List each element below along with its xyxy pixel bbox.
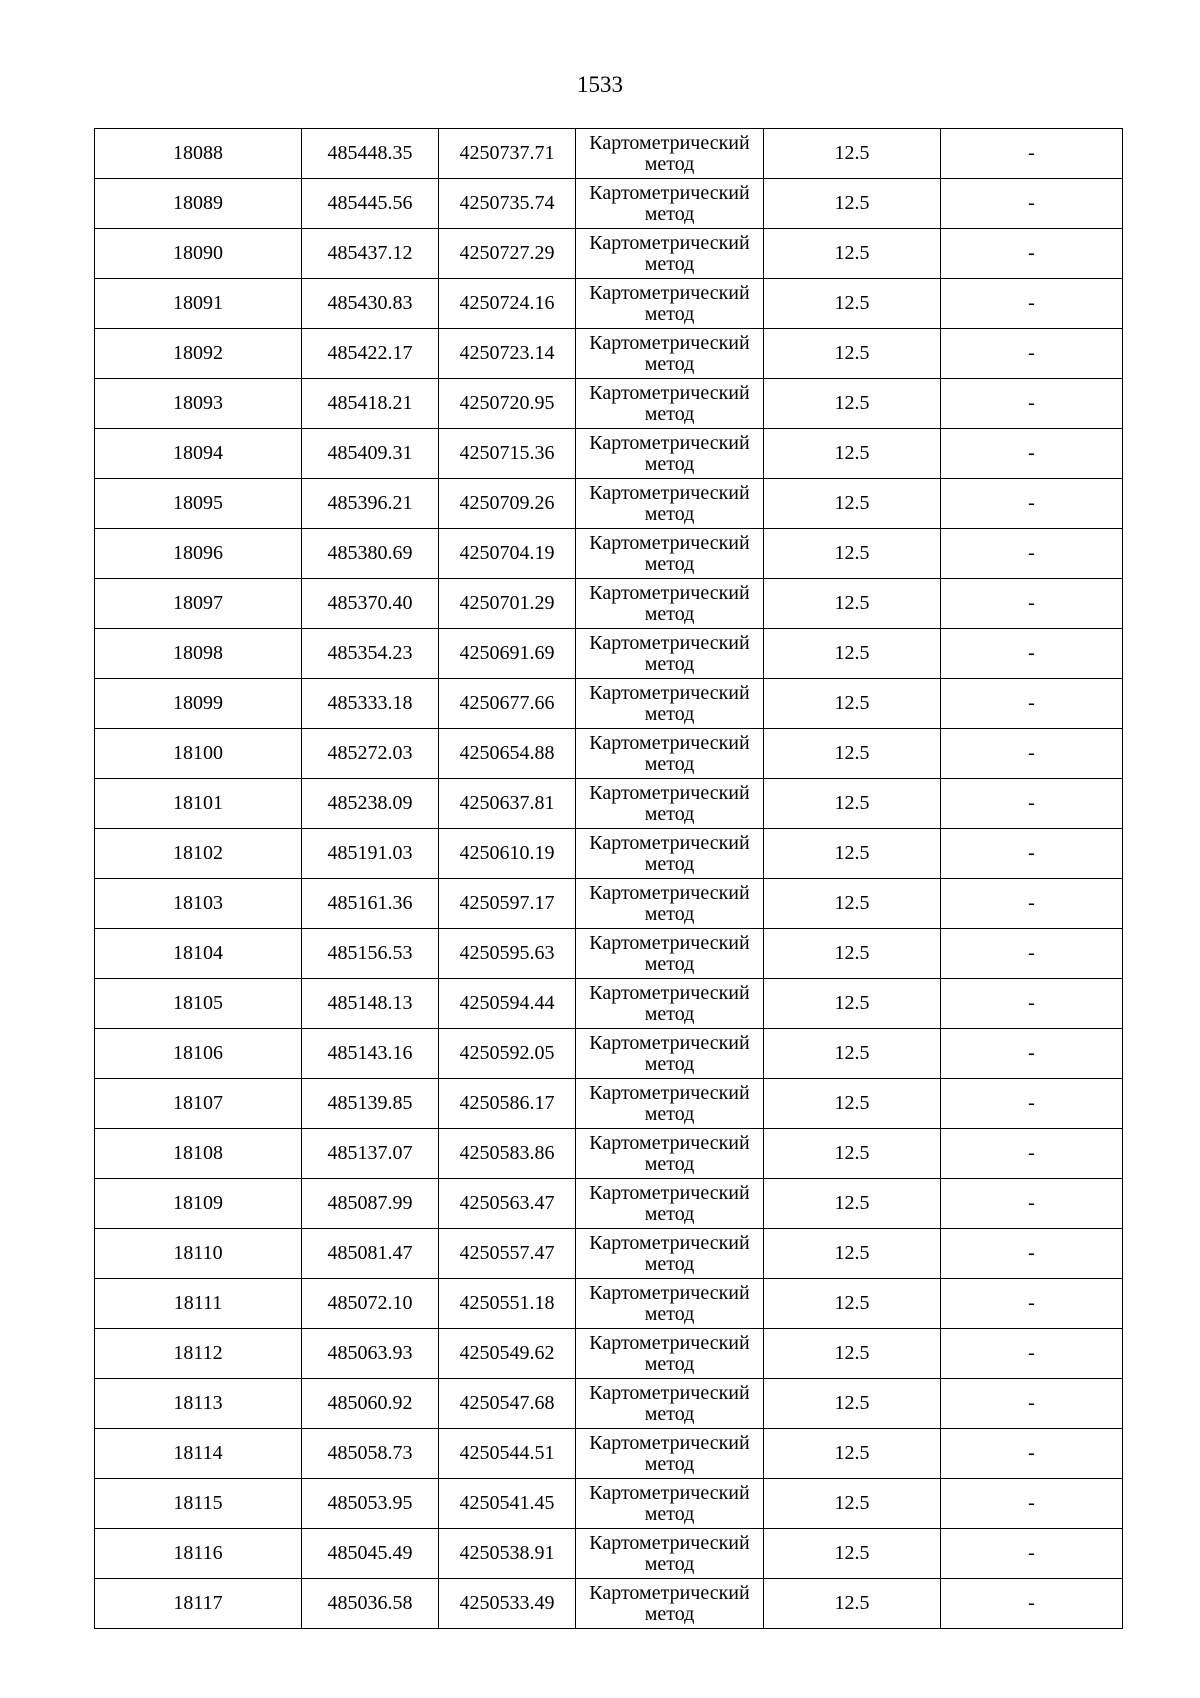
y-coordinate-cell: 4250701.29 bbox=[439, 579, 576, 629]
table-row bbox=[95, 1429, 1123, 1479]
table-row bbox=[95, 579, 1123, 629]
accuracy-cell: 12.5 bbox=[764, 429, 941, 479]
x-coordinate-cell: 485081.47 bbox=[302, 1229, 439, 1279]
method-cell bbox=[576, 1429, 764, 1479]
point-id-cell: 18117 bbox=[95, 1579, 302, 1629]
accuracy-cell: 12.5 bbox=[764, 579, 941, 629]
accuracy-cell: 12.5 bbox=[764, 629, 941, 679]
accuracy-cell: 12.5 bbox=[764, 929, 941, 979]
point-id-cell: 18099 bbox=[95, 679, 302, 729]
y-coordinate-cell: 4250586.17 bbox=[439, 1079, 576, 1129]
y-coordinate-cell: 4250610.19 bbox=[439, 829, 576, 879]
table-row bbox=[95, 679, 1123, 729]
method-line-1: Картометрический bbox=[589, 881, 750, 904]
y-coordinate-cell: 4250737.71 bbox=[439, 129, 576, 179]
point-id-cell: 18108 bbox=[95, 1129, 302, 1179]
note-cell: - bbox=[941, 1579, 1123, 1629]
y-coordinate-cell: 4250551.18 bbox=[439, 1279, 576, 1329]
table-row bbox=[95, 829, 1123, 879]
table-row bbox=[95, 179, 1123, 229]
note-cell: - bbox=[941, 1279, 1123, 1329]
y-coordinate-cell: 4250691.69 bbox=[439, 629, 576, 679]
point-id-cell: 18106 bbox=[95, 1029, 302, 1079]
method-cell bbox=[576, 479, 764, 529]
method-line-1: Картометрический bbox=[589, 1131, 750, 1154]
method-line-2: метод bbox=[644, 502, 695, 525]
method-cell bbox=[576, 1479, 764, 1529]
y-coordinate-cell: 4250727.29 bbox=[439, 229, 576, 279]
method-line-2: метод bbox=[644, 1202, 695, 1225]
point-id-cell: 18102 bbox=[95, 829, 302, 879]
x-coordinate-cell: 485053.95 bbox=[302, 1479, 439, 1529]
y-coordinate-cell: 4250544.51 bbox=[439, 1429, 576, 1479]
method-line-1: Картометрический bbox=[589, 431, 750, 454]
x-coordinate-cell: 485238.09 bbox=[302, 779, 439, 829]
table-row bbox=[95, 1279, 1123, 1329]
table-row bbox=[95, 779, 1123, 829]
method-line-1: Картометрический bbox=[589, 981, 750, 1004]
method-cell bbox=[576, 329, 764, 379]
table-row bbox=[95, 879, 1123, 929]
x-coordinate-cell: 485058.73 bbox=[302, 1429, 439, 1479]
method-line-1: Картометрический bbox=[589, 281, 750, 304]
note-cell: - bbox=[941, 929, 1123, 979]
method-line-2: метод bbox=[644, 752, 695, 775]
method-cell bbox=[576, 879, 764, 929]
method-line-2: метод bbox=[644, 302, 695, 325]
method-line-2: метод bbox=[644, 1602, 695, 1625]
accuracy-cell: 12.5 bbox=[764, 479, 941, 529]
note-cell: - bbox=[941, 979, 1123, 1029]
x-coordinate-cell: 485191.03 bbox=[302, 829, 439, 879]
point-id-cell: 18114 bbox=[95, 1429, 302, 1479]
point-id-cell: 18104 bbox=[95, 929, 302, 979]
table-row bbox=[95, 929, 1123, 979]
note-cell: - bbox=[941, 529, 1123, 579]
table-row bbox=[95, 1579, 1123, 1629]
x-coordinate-cell: 485143.16 bbox=[302, 1029, 439, 1079]
note-cell: - bbox=[941, 1429, 1123, 1479]
note-cell: - bbox=[941, 679, 1123, 729]
x-coordinate-cell: 485272.03 bbox=[302, 729, 439, 779]
method-line-2: метод bbox=[644, 1252, 695, 1275]
method-cell bbox=[576, 1329, 764, 1379]
table-row bbox=[95, 479, 1123, 529]
method-cell bbox=[576, 379, 764, 429]
method-line-1: Картометрический bbox=[589, 1331, 750, 1354]
point-id-cell: 18105 bbox=[95, 979, 302, 1029]
x-coordinate-cell: 485430.83 bbox=[302, 279, 439, 329]
method-line-1: Картометрический bbox=[589, 1281, 750, 1304]
method-line-1: Картометрический bbox=[589, 231, 750, 254]
method-line-2: метод bbox=[644, 452, 695, 475]
accuracy-cell: 12.5 bbox=[764, 529, 941, 579]
method-cell bbox=[576, 1279, 764, 1329]
accuracy-cell: 12.5 bbox=[764, 1079, 941, 1129]
accuracy-cell: 12.5 bbox=[764, 729, 941, 779]
method-line-1: Картометрический bbox=[589, 531, 750, 554]
table-row bbox=[95, 1479, 1123, 1529]
method-line-1: Картометрический bbox=[589, 731, 750, 754]
note-cell: - bbox=[941, 1329, 1123, 1379]
method-line-1: Картометрический bbox=[589, 1531, 750, 1554]
note-cell: - bbox=[941, 1129, 1123, 1179]
point-id-cell: 18094 bbox=[95, 429, 302, 479]
x-coordinate-cell: 485409.31 bbox=[302, 429, 439, 479]
method-cell bbox=[576, 1179, 764, 1229]
accuracy-cell: 12.5 bbox=[764, 979, 941, 1029]
x-coordinate-cell: 485380.69 bbox=[302, 529, 439, 579]
accuracy-cell: 12.5 bbox=[764, 229, 941, 279]
note-cell: - bbox=[941, 1479, 1123, 1529]
x-coordinate-cell: 485139.85 bbox=[302, 1079, 439, 1129]
y-coordinate-cell: 4250583.86 bbox=[439, 1129, 576, 1179]
point-id-cell: 18089 bbox=[95, 179, 302, 229]
x-coordinate-cell: 485370.40 bbox=[302, 579, 439, 629]
table-row bbox=[95, 1179, 1123, 1229]
method-line-2: метод bbox=[644, 252, 695, 275]
table-body bbox=[95, 129, 1123, 1629]
method-line-2: метод bbox=[644, 802, 695, 825]
table-row bbox=[95, 229, 1123, 279]
y-coordinate-cell: 4250595.63 bbox=[439, 929, 576, 979]
y-coordinate-cell: 4250592.05 bbox=[439, 1029, 576, 1079]
method-cell bbox=[576, 1129, 764, 1179]
method-cell bbox=[576, 679, 764, 729]
method-line-1: Картометрический bbox=[589, 831, 750, 854]
y-coordinate-cell: 4250557.47 bbox=[439, 1229, 576, 1279]
method-line-2: метод bbox=[644, 1302, 695, 1325]
y-coordinate-cell: 4250533.49 bbox=[439, 1579, 576, 1629]
note-cell: - bbox=[941, 729, 1123, 779]
method-cell bbox=[576, 629, 764, 679]
method-line-1: Картометрический bbox=[589, 131, 750, 154]
point-id-cell: 18113 bbox=[95, 1379, 302, 1429]
point-id-cell: 18111 bbox=[95, 1279, 302, 1329]
accuracy-cell: 12.5 bbox=[764, 1229, 941, 1279]
note-cell: - bbox=[941, 329, 1123, 379]
point-id-cell: 18090 bbox=[95, 229, 302, 279]
table-row bbox=[95, 129, 1123, 179]
note-cell: - bbox=[941, 1079, 1123, 1129]
point-id-cell: 18103 bbox=[95, 879, 302, 929]
y-coordinate-cell: 4250677.66 bbox=[439, 679, 576, 729]
table-row bbox=[95, 629, 1123, 679]
accuracy-cell: 12.5 bbox=[764, 1129, 941, 1179]
point-id-cell: 18092 bbox=[95, 329, 302, 379]
note-cell: - bbox=[941, 429, 1123, 479]
point-id-cell: 18097 bbox=[95, 579, 302, 629]
method-line-2: метод bbox=[644, 602, 695, 625]
method-line-2: метод bbox=[644, 1502, 695, 1525]
point-id-cell: 18091 bbox=[95, 279, 302, 329]
note-cell: - bbox=[941, 1229, 1123, 1279]
method-cell bbox=[576, 129, 764, 179]
method-line-1: Картометрический bbox=[589, 331, 750, 354]
method-cell bbox=[576, 729, 764, 779]
point-id-cell: 18088 bbox=[95, 129, 302, 179]
method-cell bbox=[576, 1229, 764, 1279]
y-coordinate-cell: 4250715.36 bbox=[439, 429, 576, 479]
method-line-2: метод bbox=[644, 1002, 695, 1025]
method-line-2: метод bbox=[644, 852, 695, 875]
y-coordinate-cell: 4250704.19 bbox=[439, 529, 576, 579]
accuracy-cell: 12.5 bbox=[764, 1029, 941, 1079]
note-cell: - bbox=[941, 229, 1123, 279]
method-line-1: Картометрический bbox=[589, 481, 750, 504]
y-coordinate-cell: 4250724.16 bbox=[439, 279, 576, 329]
method-line-2: метод bbox=[644, 952, 695, 975]
method-cell bbox=[576, 1079, 764, 1129]
point-id-cell: 18110 bbox=[95, 1229, 302, 1279]
note-cell: - bbox=[941, 779, 1123, 829]
accuracy-cell: 12.5 bbox=[764, 279, 941, 329]
method-line-1: Картометрический bbox=[589, 1431, 750, 1454]
x-coordinate-cell: 485045.49 bbox=[302, 1529, 439, 1579]
method-line-1: Картометрический bbox=[589, 931, 750, 954]
note-cell: - bbox=[941, 829, 1123, 879]
method-line-2: метод bbox=[644, 202, 695, 225]
point-id-cell: 18096 bbox=[95, 529, 302, 579]
method-cell bbox=[576, 1029, 764, 1079]
x-coordinate-cell: 485445.56 bbox=[302, 179, 439, 229]
method-line-1: Картометрический bbox=[589, 1581, 750, 1604]
y-coordinate-cell: 4250720.95 bbox=[439, 379, 576, 429]
method-cell bbox=[576, 929, 764, 979]
x-coordinate-cell: 485137.07 bbox=[302, 1129, 439, 1179]
method-line-2: метод bbox=[644, 402, 695, 425]
y-coordinate-cell: 4250541.45 bbox=[439, 1479, 576, 1529]
accuracy-cell: 12.5 bbox=[764, 1329, 941, 1379]
point-id-cell: 18093 bbox=[95, 379, 302, 429]
y-coordinate-cell: 4250654.88 bbox=[439, 729, 576, 779]
note-cell: - bbox=[941, 379, 1123, 429]
method-line-1: Картометрический bbox=[589, 631, 750, 654]
table-row bbox=[95, 379, 1123, 429]
accuracy-cell: 12.5 bbox=[764, 379, 941, 429]
point-id-cell: 18115 bbox=[95, 1479, 302, 1529]
coordinates-table bbox=[94, 128, 1123, 1629]
method-line-1: Картометрический bbox=[589, 581, 750, 604]
method-line-2: метод bbox=[644, 152, 695, 175]
method-cell bbox=[576, 429, 764, 479]
method-line-2: метод bbox=[644, 1052, 695, 1075]
note-cell: - bbox=[941, 879, 1123, 929]
y-coordinate-cell: 4250547.68 bbox=[439, 1379, 576, 1429]
table-row bbox=[95, 1229, 1123, 1279]
accuracy-cell: 12.5 bbox=[764, 1179, 941, 1229]
table-row bbox=[95, 1329, 1123, 1379]
note-cell: - bbox=[941, 479, 1123, 529]
x-coordinate-cell: 485448.35 bbox=[302, 129, 439, 179]
table-row bbox=[95, 1529, 1123, 1579]
accuracy-cell: 12.5 bbox=[764, 1279, 941, 1329]
method-line-1: Картометрический bbox=[589, 781, 750, 804]
method-line-2: метод bbox=[644, 1402, 695, 1425]
note-cell: - bbox=[941, 579, 1123, 629]
x-coordinate-cell: 485063.93 bbox=[302, 1329, 439, 1379]
method-line-1: Картометрический bbox=[589, 1231, 750, 1254]
method-line-2: метод bbox=[644, 1452, 695, 1475]
accuracy-cell: 12.5 bbox=[764, 129, 941, 179]
method-cell bbox=[576, 779, 764, 829]
point-id-cell: 18112 bbox=[95, 1329, 302, 1379]
x-coordinate-cell: 485036.58 bbox=[302, 1579, 439, 1629]
y-coordinate-cell: 4250563.47 bbox=[439, 1179, 576, 1229]
method-line-2: метод bbox=[644, 702, 695, 725]
table-row bbox=[95, 979, 1123, 1029]
method-cell bbox=[576, 1579, 764, 1629]
note-cell: - bbox=[941, 279, 1123, 329]
x-coordinate-cell: 485354.23 bbox=[302, 629, 439, 679]
note-cell: - bbox=[941, 179, 1123, 229]
x-coordinate-cell: 485422.17 bbox=[302, 329, 439, 379]
accuracy-cell: 12.5 bbox=[764, 829, 941, 879]
method-line-1: Картометрический bbox=[589, 1381, 750, 1404]
y-coordinate-cell: 4250597.17 bbox=[439, 879, 576, 929]
method-cell bbox=[576, 529, 764, 579]
x-coordinate-cell: 485333.18 bbox=[302, 679, 439, 729]
method-line-2: метод bbox=[644, 1102, 695, 1125]
accuracy-cell: 12.5 bbox=[764, 1479, 941, 1529]
method-line-2: метод bbox=[644, 1352, 695, 1375]
accuracy-cell: 12.5 bbox=[764, 879, 941, 929]
accuracy-cell: 12.5 bbox=[764, 779, 941, 829]
table-row bbox=[95, 329, 1123, 379]
point-id-cell: 18109 bbox=[95, 1179, 302, 1229]
table-row bbox=[95, 1379, 1123, 1429]
point-id-cell: 18101 bbox=[95, 779, 302, 829]
table-row bbox=[95, 1029, 1123, 1079]
accuracy-cell: 12.5 bbox=[764, 1429, 941, 1479]
y-coordinate-cell: 4250709.26 bbox=[439, 479, 576, 529]
table-row bbox=[95, 429, 1123, 479]
method-cell bbox=[576, 179, 764, 229]
method-cell bbox=[576, 279, 764, 329]
x-coordinate-cell: 485060.92 bbox=[302, 1379, 439, 1429]
method-line-1: Картометрический bbox=[589, 1031, 750, 1054]
method-cell bbox=[576, 829, 764, 879]
method-line-1: Картометрический bbox=[589, 1481, 750, 1504]
note-cell: - bbox=[941, 1179, 1123, 1229]
accuracy-cell: 12.5 bbox=[764, 679, 941, 729]
method-line-2: метод bbox=[644, 1552, 695, 1575]
method-cell bbox=[576, 1379, 764, 1429]
x-coordinate-cell: 485418.21 bbox=[302, 379, 439, 429]
x-coordinate-cell: 485072.10 bbox=[302, 1279, 439, 1329]
note-cell: - bbox=[941, 129, 1123, 179]
method-cell bbox=[576, 229, 764, 279]
note-cell: - bbox=[941, 1529, 1123, 1579]
y-coordinate-cell: 4250723.14 bbox=[439, 329, 576, 379]
method-cell bbox=[576, 1529, 764, 1579]
accuracy-cell: 12.5 bbox=[764, 1579, 941, 1629]
method-line-1: Картометрический bbox=[589, 681, 750, 704]
method-line-2: метод bbox=[644, 552, 695, 575]
accuracy-cell: 12.5 bbox=[764, 1529, 941, 1579]
x-coordinate-cell: 485437.12 bbox=[302, 229, 439, 279]
y-coordinate-cell: 4250735.74 bbox=[439, 179, 576, 229]
x-coordinate-cell: 485156.53 bbox=[302, 929, 439, 979]
method-cell bbox=[576, 579, 764, 629]
point-id-cell: 18107 bbox=[95, 1079, 302, 1129]
method-line-1: Картометрический bbox=[589, 1181, 750, 1204]
method-line-2: метод bbox=[644, 902, 695, 925]
note-cell: - bbox=[941, 1029, 1123, 1079]
y-coordinate-cell: 4250538.91 bbox=[439, 1529, 576, 1579]
table-row bbox=[95, 729, 1123, 779]
accuracy-cell: 12.5 bbox=[764, 329, 941, 379]
method-line-1: Картометрический bbox=[589, 1081, 750, 1104]
method-cell bbox=[576, 979, 764, 1029]
y-coordinate-cell: 4250637.81 bbox=[439, 779, 576, 829]
table-row bbox=[95, 529, 1123, 579]
method-line-1: Картометрический bbox=[589, 381, 750, 404]
method-line-2: метод bbox=[644, 352, 695, 375]
note-cell: - bbox=[941, 1379, 1123, 1429]
table-row bbox=[95, 279, 1123, 329]
point-id-cell: 18116 bbox=[95, 1529, 302, 1579]
point-id-cell: 18100 bbox=[95, 729, 302, 779]
accuracy-cell: 12.5 bbox=[764, 179, 941, 229]
page-number: 1533 bbox=[577, 72, 623, 97]
table-row bbox=[95, 1079, 1123, 1129]
y-coordinate-cell: 4250594.44 bbox=[439, 979, 576, 1029]
x-coordinate-cell: 485148.13 bbox=[302, 979, 439, 1029]
table-row bbox=[95, 1129, 1123, 1179]
x-coordinate-cell: 485161.36 bbox=[302, 879, 439, 929]
accuracy-cell: 12.5 bbox=[764, 1379, 941, 1429]
method-line-1: Картометрический bbox=[589, 181, 750, 204]
x-coordinate-cell: 485087.99 bbox=[302, 1179, 439, 1229]
point-id-cell: 18098 bbox=[95, 629, 302, 679]
y-coordinate-cell: 4250549.62 bbox=[439, 1329, 576, 1379]
method-line-2: метод bbox=[644, 1152, 695, 1175]
note-cell: - bbox=[941, 629, 1123, 679]
method-line-2: метод bbox=[644, 652, 695, 675]
point-id-cell: 18095 bbox=[95, 479, 302, 529]
x-coordinate-cell: 485396.21 bbox=[302, 479, 439, 529]
